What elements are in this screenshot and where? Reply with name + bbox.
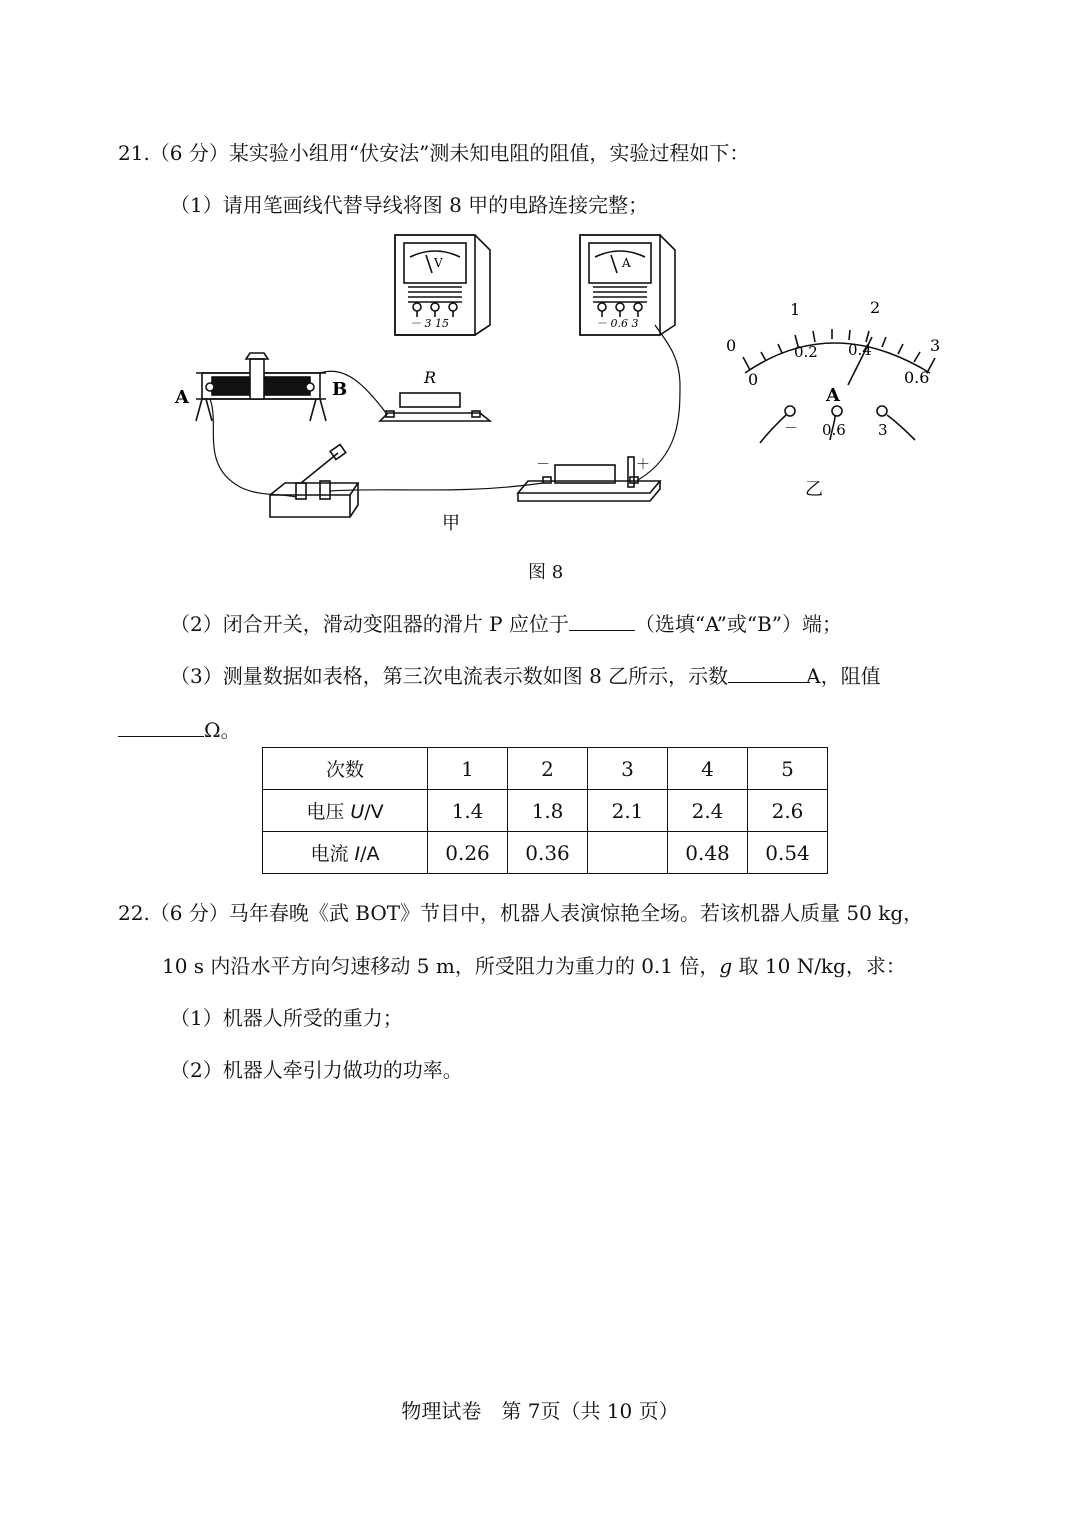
answer-blank-position[interactable] (569, 610, 635, 631)
table-header-voltage (263, 790, 428, 832)
table-row (263, 790, 828, 832)
table-cell: 4 (668, 748, 748, 790)
table-cell: 0.36 (508, 832, 588, 874)
voltmeter-terminals: － 3 15 (410, 317, 449, 330)
table-cell: 0.48 (668, 832, 748, 874)
table-header-current (263, 832, 428, 874)
label-a: A (175, 387, 189, 408)
q22-line2-text: 10 s 内沿水平方向匀速移动 5 m，所受阻力为重力的 0.1 倍， (162, 954, 720, 978)
voltage-symbol: U (350, 801, 365, 823)
measurement-table (262, 747, 828, 874)
q22-part2: （2）机器人牵引力做功的功率。 (170, 1058, 463, 1082)
current-unit: /A (360, 843, 380, 865)
q21-part3-mid: A，阻值 (806, 664, 881, 688)
q21-part2-tail: （选填“A”或“B”）端； (634, 612, 843, 636)
q21-part1: （1）请用笔画线代替导线将图 8 甲的电路连接完整； (170, 193, 649, 217)
table-cell[interactable] (588, 832, 668, 874)
table-cell: 3 (588, 748, 668, 790)
q22-stem: 22.（6 分）马年春晚《武 BOT》节目中，机器人表演惊艳全场。若该机器人质量 50 kg， (118, 901, 924, 925)
dial-top-2: 2 (870, 298, 881, 317)
dial-bottom-0-4: 0.4 (848, 341, 872, 359)
dial-unit: A (826, 385, 840, 406)
rheostat (196, 353, 326, 421)
label-yi: 乙 (805, 479, 823, 500)
dial-top-0: 0 (726, 336, 737, 355)
figure-caption: 图 8 (528, 562, 564, 583)
table-header-count: 次数 (263, 748, 428, 790)
resistor (380, 393, 490, 421)
table-cell: 5 (748, 748, 828, 790)
answer-blank-current[interactable] (728, 662, 806, 683)
figure-8-circuit (160, 225, 960, 535)
table-row (263, 832, 828, 874)
answer-blank-resistance[interactable] (118, 716, 204, 737)
current-symbol: I (354, 843, 361, 865)
q21-part2 (170, 610, 842, 638)
table-cell: 2.1 (588, 790, 668, 832)
dial-bottom-0-6: 0.6 (904, 368, 930, 387)
dial-bottom-0-2: 0.2 (794, 343, 818, 361)
ammeter-letter: A (622, 256, 631, 270)
q22-line2-tail: 取 10 N/kg，求： (732, 954, 906, 978)
table-cell: 1 (428, 748, 508, 790)
table-cell: 2.6 (748, 790, 828, 832)
q22-g-symbol: g (719, 954, 733, 978)
voltage-label: 电压 (306, 801, 351, 823)
voltage-unit: /V (364, 801, 384, 823)
ammeter-terminals: － 0.6 3 (596, 317, 639, 330)
switch (270, 444, 358, 517)
table-row (263, 748, 828, 790)
voltmeter-letter: V (434, 256, 443, 270)
dial-terminal-minus: － (784, 421, 798, 437)
q21-part2-text: （2）闭合开关，滑动变阻器的滑片 P 应位于 (170, 612, 569, 636)
q21-part3-cont (118, 716, 241, 744)
page-footer: 物理试卷 第 7页（共 10 页） (401, 1399, 679, 1423)
table-cell: 0.26 (428, 832, 508, 874)
table-cell: 1.4 (428, 790, 508, 832)
dial-bottom-0: 0 (748, 370, 759, 389)
dial-terminal-0-6: 0.6 (822, 421, 846, 439)
dial-top-3: 3 (930, 336, 941, 355)
q21-stem: 21.（6 分）某实验小组用“伏安法”测未知电阻的阻值，实验过程如下： (118, 141, 750, 165)
q21-part3-text: （3）测量数据如表格，第三次电流表示数如图 8 乙所示，示数 (170, 664, 729, 688)
battery-minus: － (536, 457, 550, 473)
q21-part3 (170, 662, 881, 690)
label-r: R (424, 368, 437, 387)
q21-part3-end: Ω。 (204, 718, 241, 742)
label-jia: 甲 (442, 513, 460, 534)
q22-line2 (162, 952, 906, 980)
wires (210, 325, 680, 497)
table-cell: 1.8 (508, 790, 588, 832)
table-cell: 0.54 (748, 832, 828, 874)
table-cell: 2.4 (668, 790, 748, 832)
label-b: B (332, 379, 348, 400)
battery-plus: ＋ (636, 457, 650, 473)
q22-part1: （1）机器人所受的重力； (170, 1006, 403, 1030)
table-cell: 2 (508, 748, 588, 790)
current-label: 电流 (310, 843, 355, 865)
dial-top-1: 1 (790, 300, 801, 319)
dial-terminal-3: 3 (878, 421, 888, 439)
